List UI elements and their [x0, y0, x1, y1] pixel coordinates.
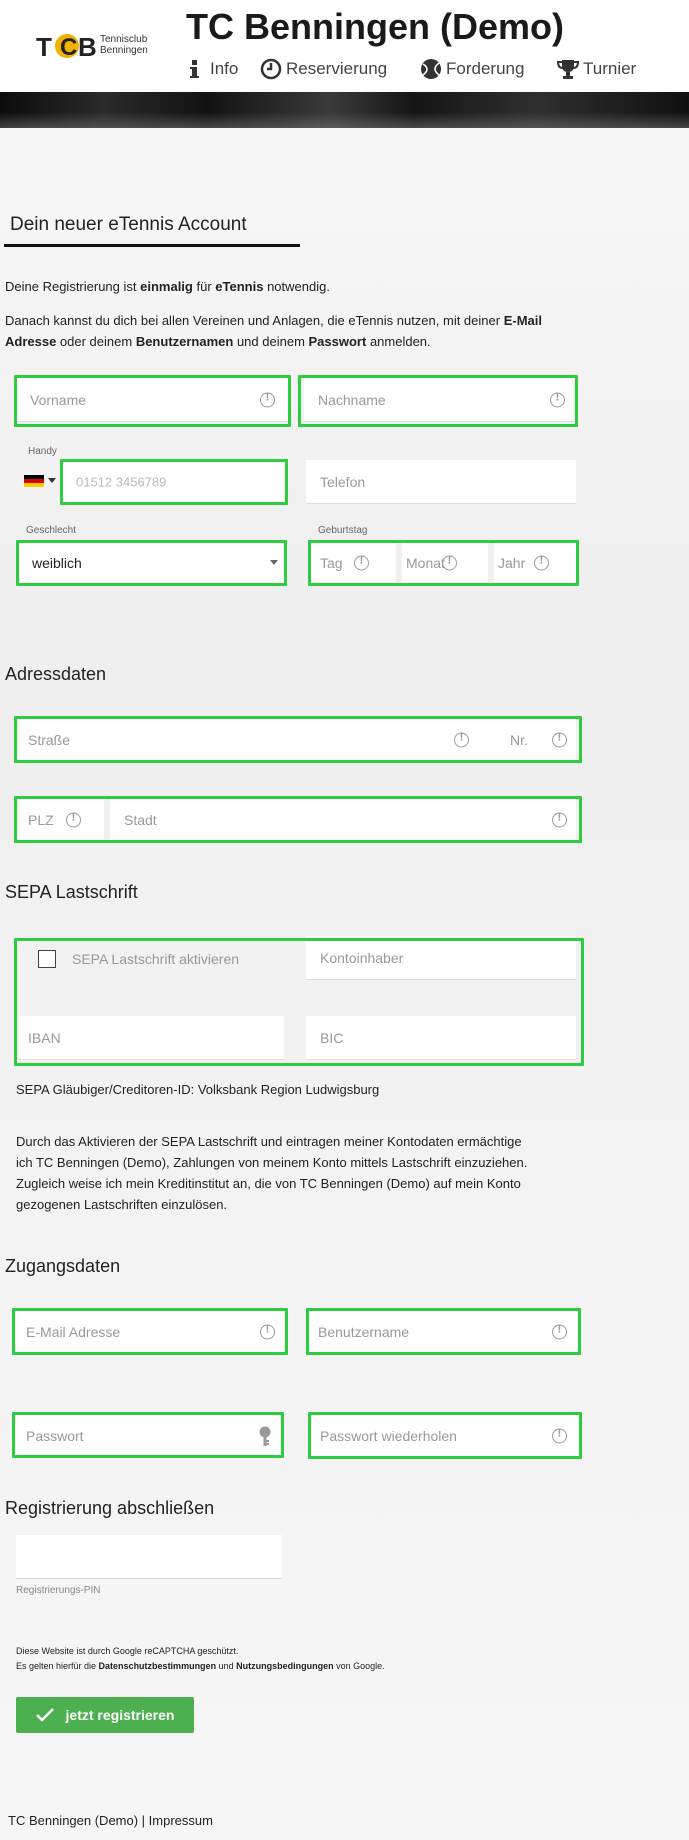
info-icon[interactable] [534, 555, 549, 570]
geschlecht-label: Geschlecht [26, 525, 77, 536]
nav-forderung[interactable] [420, 58, 524, 80]
creditor-id-text: SEPA Gläubiger/Creditoren-ID: Volksbank Region Ludwigsburg [16, 1082, 380, 1097]
nav-reservierung-label: Reservierung [286, 59, 388, 78]
trophy-icon [557, 58, 579, 80]
info-icon[interactable] [442, 555, 457, 570]
logo-line-2: Benningen [100, 45, 148, 56]
access-heading: Zugangsdaten [5, 1256, 121, 1276]
footer: TC Benningen (Demo) | Impressum [8, 1813, 213, 1828]
geburtstag-group [310, 542, 576, 584]
nr-field[interactable]: Nr. ! [502, 718, 576, 762]
registration-pin-field[interactable] [16, 1535, 282, 1579]
privacy-link[interactable]: Datenschutzbestimmungen [98, 1661, 217, 1671]
country-code-select[interactable] [24, 474, 56, 488]
address-heading: Adressdaten [5, 664, 107, 684]
nav-info[interactable] [184, 58, 238, 80]
svg-text:B: B [78, 32, 97, 62]
nav-turnier-label: Turnier [583, 59, 637, 78]
sepa-checkbox-label[interactable]: SEPA Lastschrift aktivieren [72, 951, 240, 967]
nav-info-label: Info [210, 59, 239, 78]
nav-turnier[interactable] [557, 58, 636, 80]
password-repeat-field[interactable]: Passwort wiederholen ! [312, 1414, 578, 1458]
header-banner-image [0, 92, 689, 128]
svg-text:C: C [60, 34, 78, 61]
password-field[interactable]: Passwort [16, 1414, 280, 1458]
jahr-field[interactable]: Jahr ! [494, 542, 576, 584]
key-icon[interactable] [258, 1426, 272, 1448]
iban-field[interactable]: IBAN [18, 1016, 284, 1060]
caret-down-icon [48, 478, 56, 484]
info-icon[interactable] [552, 1428, 567, 1443]
chevron-down-icon [270, 560, 278, 566]
stadt-field[interactable]: Stadt ! [110, 798, 576, 842]
geschlecht-select[interactable]: weiblich [18, 542, 284, 584]
info-icon[interactable] [260, 1324, 275, 1339]
logo-mark-icon [36, 28, 98, 64]
kontoinhaber-field[interactable]: Kontoinhaber [306, 936, 576, 980]
telefon-field[interactable]: Telefon [306, 460, 576, 504]
username-field[interactable]: Benutzername ! [310, 1310, 578, 1354]
info-icon[interactable] [66, 812, 81, 827]
vorname-field[interactable]: Vorname ! [16, 378, 288, 422]
registration-pin-label: Registrierungs-PIN [16, 1585, 101, 1596]
tennis-ball-icon [420, 58, 442, 80]
checkmark-icon [36, 1708, 54, 1722]
handy-field[interactable]: 01512 3456789 [62, 460, 284, 504]
finish-heading: Registrierung abschließen [5, 1498, 215, 1518]
info-icon[interactable] [550, 392, 565, 407]
address-row-1 [18, 718, 576, 762]
recaptcha-notice: Diese Website ist durch Google reCAPTCHA geschützt. Es gelten hierfür die Datenschutzbestimmungen und Nutzungsbedingungen von Google. [16, 1646, 385, 1671]
nav-reservierung[interactable] [260, 58, 387, 80]
geburtstag-label: Geburtstag [318, 525, 368, 536]
clock-icon [260, 58, 282, 80]
info-icon[interactable] [354, 555, 369, 570]
info-icon[interactable] [454, 732, 469, 747]
nav-forderung-label: Forderung [446, 59, 525, 78]
strasse-field[interactable]: Straße ! [18, 718, 496, 762]
intro-text-2: Danach kannst du dich bei allen Vereinen und Anlagen, die eTennis nutzen, mit deiner E-Mail Adresse oder deinem Benutzernamen und deinem Passwort anmelden. [5, 313, 542, 349]
terms-link[interactable]: Nutzungsbedingungen [236, 1661, 334, 1671]
footer-club-name: TC Benningen (Demo) [8, 1813, 139, 1828]
info-icon[interactable] [552, 732, 567, 747]
nachname-field[interactable]: Nachname ! [304, 378, 574, 422]
site-title[interactable]: TC Benningen (Demo) [186, 6, 564, 47]
site-header [0, 0, 689, 92]
info-icon [184, 58, 206, 80]
info-icon[interactable] [552, 812, 567, 827]
address-row-2 [18, 798, 576, 842]
account-heading: Dein neuer eTennis Account [10, 214, 247, 235]
info-icon[interactable] [552, 1324, 567, 1339]
sepa-heading: SEPA Lastschrift [5, 882, 138, 902]
register-button-label: jetzt registrieren [65, 1707, 175, 1723]
german-flag-icon [24, 475, 44, 487]
sepa-checkbox[interactable] [38, 950, 56, 968]
heading-underline [4, 244, 300, 247]
svg-text:T: T [36, 32, 52, 62]
email-field[interactable]: E-Mail Adresse ! [16, 1310, 284, 1354]
impressum-link[interactable]: Impressum [148, 1813, 213, 1828]
monat-field[interactable]: Monat ! [402, 542, 488, 584]
intro-text-1: Deine Registrierung ist einmalig für eTennis notwendig. [5, 279, 330, 294]
sepa-mandate-text: Durch das Aktivieren der SEPA Lastschrift und eintragen meiner Kontodaten ermächtige ich TC Benningen (Demo), Zahlungen von meinem Konto mittels Lastschrift einzuziehen. Zugleich weise ich mein Kreditinstitut an, die von TC Benningen (Demo) auf mein Konto gezogenen Lastschriften einzulösen. [16, 1134, 528, 1212]
club-logo[interactable] [36, 28, 150, 64]
info-icon[interactable] [260, 392, 275, 407]
tag-field[interactable]: Tag ! [310, 542, 396, 584]
logo-line-1: Tennisclub [100, 34, 148, 45]
register-button[interactable] [16, 1697, 194, 1733]
plz-field[interactable]: PLZ ! [18, 798, 104, 842]
handy-label: Handy [28, 446, 57, 457]
bic-field[interactable]: BIC [306, 1016, 576, 1060]
